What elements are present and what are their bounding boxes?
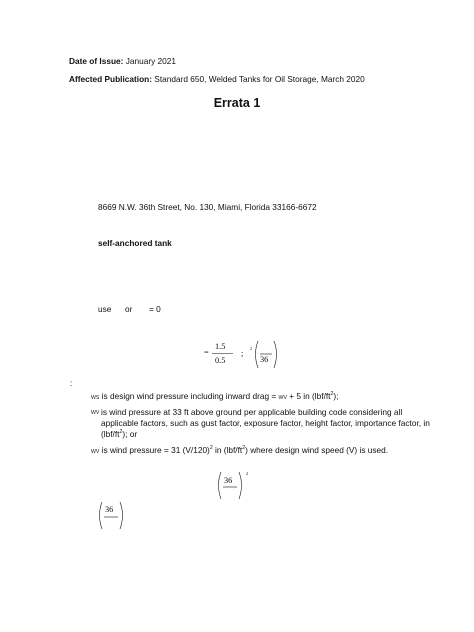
definition-wv-exponent: 2 bbox=[119, 429, 123, 436]
affected-publication-label: Affected Publication: bbox=[69, 74, 152, 84]
formula-1-equals: = bbox=[204, 348, 209, 357]
definition-wv-symbol-1: WV bbox=[91, 410, 100, 416]
definition-wv-speed-text-3: ) where design wind speed (V) is used. bbox=[245, 445, 389, 455]
term-heading: self-anchored tank bbox=[98, 238, 172, 248]
formula-1-paren-denominator: 36 bbox=[260, 355, 269, 364]
definition-wv-text: is wind pressure at 33 ft above ground per applicable building code considering all applicable factors, such as gust factor, exposure factor, height factor, importance factor, in (lbf/ft bbox=[101, 407, 430, 439]
definition-ws-text-2: + 5 in (lbf/ft bbox=[286, 391, 331, 401]
definition-wv-speed-exponent-1: 2 bbox=[209, 445, 213, 452]
condition-word-or: or bbox=[125, 304, 133, 314]
definition-ws-exponent: 2 bbox=[330, 391, 334, 398]
condition-equals-zero: = 0 bbox=[149, 304, 161, 314]
definition-wv-speed bbox=[91, 445, 388, 455]
formula-1-separator: ; bbox=[241, 349, 244, 358]
definition-wv-speed-exponent-2: 2 bbox=[242, 445, 246, 452]
formula-1-fraction-bar bbox=[212, 353, 234, 355]
definition-wv-symbol-2: WV bbox=[91, 449, 100, 455]
date-of-issue-line bbox=[69, 56, 176, 66]
formula-2-power: 2 bbox=[246, 471, 249, 476]
date-of-issue-value: January 2021 bbox=[125, 56, 176, 66]
definition-wv-speed-text-1: is wind pressure = 31 (V/120) bbox=[101, 445, 210, 455]
definitions-colon: : bbox=[70, 378, 73, 388]
formula-1-numerator: 1.5 bbox=[215, 342, 226, 351]
condition-word-use: use bbox=[98, 304, 112, 314]
definition-ws-symbol: WS bbox=[91, 395, 100, 401]
definition-ws-text-1: is design wind pressure including inward drag = bbox=[101, 391, 279, 401]
affected-publication-value: Standard 650, Welded Tanks for Oil Storage, March 2020 bbox=[154, 74, 365, 84]
formula-3-value: 36 bbox=[105, 505, 114, 514]
definition-wv-tail: ); or bbox=[122, 429, 138, 439]
formula-1-small-mark: 2 bbox=[250, 346, 252, 351]
date-of-issue-label: Date of Issue: bbox=[69, 56, 124, 66]
definition-ws bbox=[91, 391, 338, 401]
definition-wv-speed-text-2: in (lbf/ft bbox=[212, 445, 243, 455]
definition-wv-building-code bbox=[101, 407, 431, 440]
formula-1-denominator: 0.5 bbox=[215, 356, 226, 365]
definition-ws-wv-symbol: WV bbox=[278, 395, 287, 401]
address-line: 8669 N.W. 36th Street, No. 130, Miami, Florida 33166-6672 bbox=[98, 202, 317, 212]
affected-publication-line bbox=[69, 74, 365, 84]
document-title: Errata 1 bbox=[213, 96, 261, 110]
formula-2-value: 36 bbox=[224, 476, 233, 485]
definition-ws-text-3: ); bbox=[333, 391, 339, 401]
